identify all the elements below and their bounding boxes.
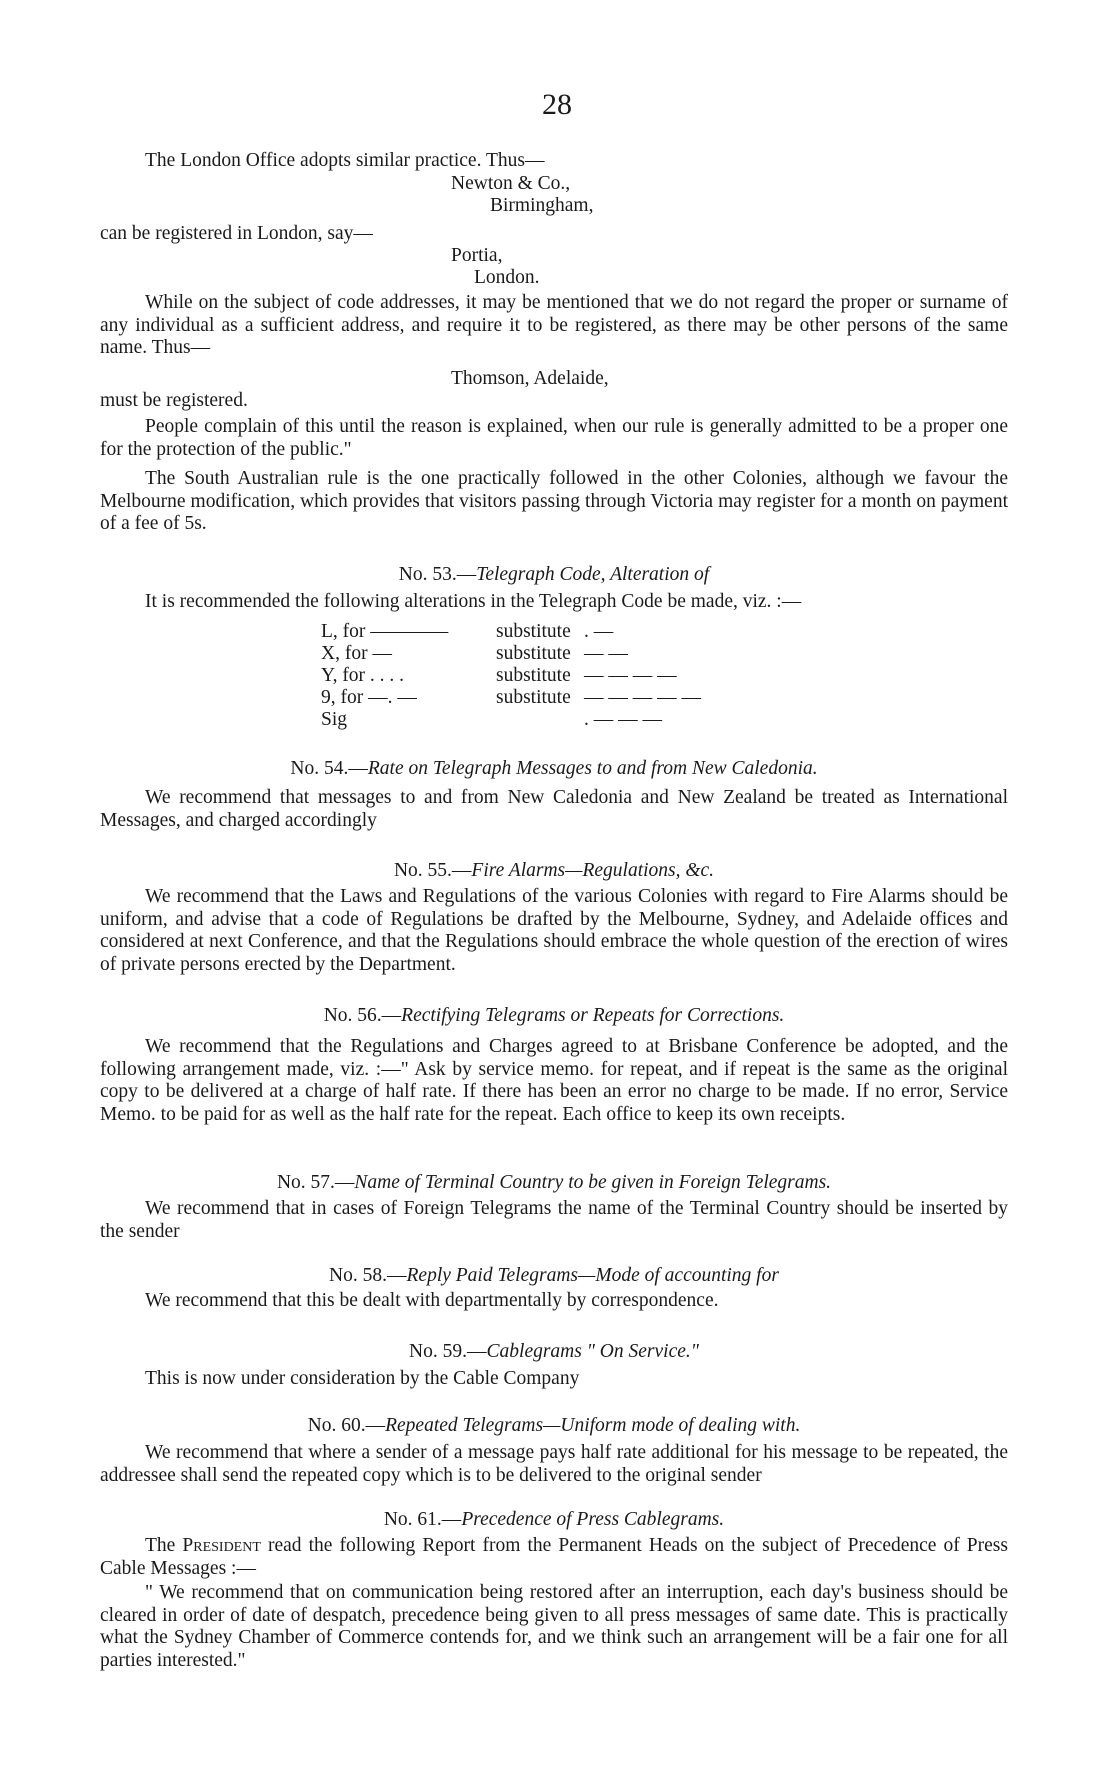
address: Newton & Co., bbox=[451, 173, 571, 194]
code-letter: Sig bbox=[321, 709, 348, 730]
section-number: No. 61.— bbox=[383, 1509, 462, 1530]
section-number: No. 53.— bbox=[398, 564, 477, 585]
section-heading-60 bbox=[100, 1415, 1008, 1438]
code-sub: substitute bbox=[496, 687, 571, 708]
section-number: No. 58.— bbox=[329, 1265, 407, 1286]
section-title: Rectifying Telegrams or Repeats for Corrections. bbox=[401, 1005, 785, 1026]
section-title: Name of Terminal Country to be given in Foreign Telegrams. bbox=[354, 1172, 832, 1193]
section-title: Reply Paid Telegrams—Mode of accounting for bbox=[406, 1265, 779, 1286]
president-text: President bbox=[182, 1535, 261, 1556]
code-letter: X, for — bbox=[321, 643, 392, 664]
intro-line: must be registered. bbox=[100, 390, 248, 411]
code-value: . — — — bbox=[584, 709, 662, 730]
paragraph: We recommend that in cases of Foreign Telegrams the name of the Terminal Country should be inserted by the sender bbox=[100, 1198, 1008, 1242]
paragraph bbox=[100, 1535, 1008, 1580]
code-value: . — bbox=[584, 621, 614, 642]
code-value: — — — — — bbox=[584, 687, 701, 708]
paragraph: We recommend that messages to and from New Caledonia and New Zealand be treated as International Messages, and charged accordingly bbox=[100, 787, 1008, 831]
code-sub bbox=[496, 709, 584, 731]
section-heading-54 bbox=[100, 758, 1008, 781]
code-table bbox=[321, 621, 701, 731]
code-letter: Y, for . . . . bbox=[321, 665, 405, 686]
section-number: No. 54.— bbox=[290, 758, 368, 779]
paragraph: We recommend that the Laws and Regulations of the various Colonies with regard to Fire Alarms should be uniform, and advise that a code of Regulations be drafted by the Melbourne, Sydney, and Adelaide offices and considered at next Conference, and that the Regulations should embrace the whole question of the erection of wires of private persons erected by the Department. bbox=[100, 886, 1008, 975]
code-value: — — bbox=[584, 643, 628, 664]
page-number: 28 bbox=[542, 88, 572, 121]
section-heading-55 bbox=[100, 860, 1008, 883]
section-heading-57 bbox=[100, 1172, 1008, 1195]
code-row bbox=[321, 709, 701, 731]
code-sub: substitute bbox=[496, 621, 571, 642]
paragraph: People complain of this until the reason is explained, when our rule is generally admitted to be a proper one for the protection of the public." bbox=[100, 416, 1008, 460]
paragraph: The South Australian rule is the one practically followed in the other Colonies, although we favour the Melbourne modification, which provides that visitors passing through Victoria may register for a month on payment of a fee of 5s. bbox=[100, 468, 1008, 534]
section-heading-56 bbox=[100, 1005, 1008, 1028]
address: London. bbox=[474, 267, 540, 288]
section-title: Cablegrams " On Service." bbox=[486, 1341, 699, 1362]
code-letter: 9, for —. — bbox=[321, 687, 417, 708]
section-heading-59 bbox=[100, 1341, 1008, 1364]
section-number: No. 57.— bbox=[276, 1172, 355, 1193]
paragraph: This is now under consideration by the Cable Company bbox=[145, 1368, 580, 1389]
code-sub: substitute bbox=[496, 665, 571, 686]
section-number: No. 59.— bbox=[409, 1341, 487, 1362]
text: The bbox=[145, 1535, 183, 1556]
section-heading-53 bbox=[100, 564, 1008, 587]
section-title: Rate on Telegraph Messages to and from New Caledonia. bbox=[367, 758, 818, 779]
code-row bbox=[321, 621, 701, 643]
intro-line: can be registered in London, say— bbox=[100, 223, 373, 244]
section-title: Fire Alarms—Regulations, &c. bbox=[471, 860, 715, 881]
section-heading-58 bbox=[100, 1265, 1008, 1288]
intro-line: The London Office adopts similar practice. Thus— bbox=[145, 150, 545, 171]
section-title: Repeated Telegrams—Uniform mode of dealing with. bbox=[385, 1415, 801, 1436]
address: Birmingham, bbox=[490, 195, 594, 216]
address: Thomson, Adelaide, bbox=[451, 368, 609, 389]
section-heading-61 bbox=[100, 1509, 1008, 1532]
code-letter: L, for ———— bbox=[321, 621, 449, 642]
paragraph: We recommend that where a sender of a message pays half rate additional for his message to be repeated, the addressee shall send the repeated copy which is to be delivered to the original sender bbox=[100, 1442, 1008, 1486]
code-row bbox=[321, 643, 701, 665]
text: read the following Report from the Permanent Heads on the subject of Precedence of Press Cable Messages :— bbox=[100, 1535, 1008, 1579]
code-row bbox=[321, 687, 701, 709]
address: Portia, bbox=[451, 245, 503, 266]
section-number: No. 60.— bbox=[307, 1415, 386, 1436]
section-number: No. 55.— bbox=[393, 860, 472, 881]
section-title: Precedence of Press Cablegrams. bbox=[461, 1509, 725, 1530]
section-title: Telegraph Code, Alteration of bbox=[476, 564, 710, 585]
paragraph: We recommend that this be dealt with departmentally by correspondence. bbox=[145, 1290, 719, 1311]
paragraph: While on the subject of code addresses, it may be mentioned that we do not regard the proper or surname of any individual as a sufficient address, and require it to be registered, as there may be other persons of the same name. Thus— bbox=[100, 292, 1008, 358]
paragraph: We recommend that the Regulations and Charges agreed to at Brisbane Conference be adopted, and the following arrangement made, viz. :—" Ask by service memo. for repeat, and if repeat is the same as the original copy to be delivered at a charge of half rate. If there has been an error no charge to be made. If no error, Service Memo. to be paid for as well as the half rate for the repeat. Each office to keep its own receipts. bbox=[100, 1036, 1008, 1125]
quoted-report: " We recommend that on communication being restored after an interruption, each day's business should be cleared in order of date of despatch, precedence being given to all press messages of same date. This is practically what the Sydney Chamber of Commerce contends for, and we think such an arrangement will be a fair one for all parties interested." bbox=[100, 1582, 1008, 1671]
section-number: No. 56.— bbox=[323, 1005, 402, 1026]
code-row bbox=[321, 665, 701, 687]
code-value: — — — — bbox=[584, 665, 677, 686]
code-sub: substitute bbox=[496, 643, 571, 664]
paragraph: It is recommended the following alterations in the Telegraph Code be made, viz. :— bbox=[145, 591, 802, 612]
